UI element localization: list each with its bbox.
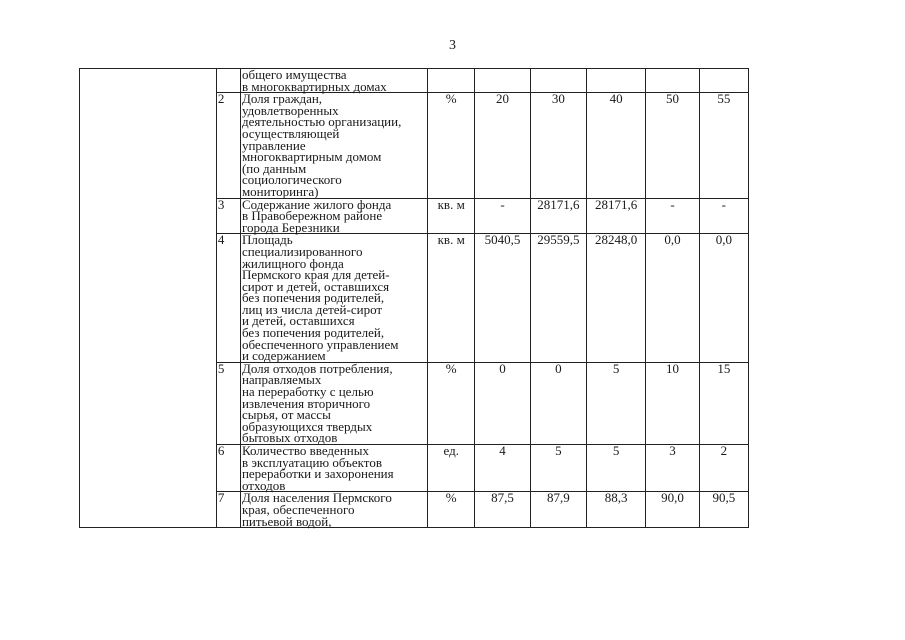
page-number: 3 bbox=[449, 38, 456, 53]
value-cell: 90,5 bbox=[699, 492, 748, 528]
value-cell: 5 bbox=[587, 362, 646, 444]
value-cell: 87,9 bbox=[530, 492, 586, 528]
value-cell: 87,5 bbox=[475, 492, 530, 528]
value-cell: 5 bbox=[587, 445, 646, 492]
indicator-name-line: Пермского края для детей- bbox=[241, 267, 390, 283]
value-cell: 90,0 bbox=[646, 492, 699, 528]
value-cell: 0 bbox=[530, 362, 586, 444]
indicator-name-line: социологического bbox=[241, 172, 342, 188]
indicator-name-line: без попечения родителей, bbox=[241, 290, 385, 306]
row-number-cell: 2 bbox=[216, 93, 240, 198]
table-row bbox=[80, 69, 749, 93]
indicator-name-line: Площадь bbox=[241, 232, 293, 248]
indicator-name-line: в многоквартирных домах bbox=[241, 78, 387, 94]
unit-cell: кв. м bbox=[428, 234, 475, 363]
value-cell: 28171,6 bbox=[587, 198, 646, 234]
value-cell: 0,0 bbox=[699, 234, 748, 363]
indicator-name-cell bbox=[240, 362, 427, 444]
indicator-name-line: многоквартирным домом bbox=[241, 149, 382, 165]
value-cell: - bbox=[646, 198, 699, 234]
value-cell: 28248,0 bbox=[587, 234, 646, 363]
row-number-cell: 5 bbox=[216, 362, 240, 444]
value-cell: 10 bbox=[646, 362, 699, 444]
row-number-cell: 6 bbox=[216, 445, 240, 492]
indicator-name-line: бытовых отходов bbox=[241, 430, 338, 446]
indicator-name-line: специализированного bbox=[241, 243, 363, 259]
value-cell: 0 bbox=[475, 362, 530, 444]
indicator-name-line: общего имущества bbox=[241, 67, 347, 82]
indicator-name-line: на переработку с целью bbox=[241, 384, 374, 400]
indicator-name-cell bbox=[240, 445, 427, 492]
indicator-name-line: в эксплуатацию объектов bbox=[241, 454, 382, 470]
row-number-cell: 7 bbox=[216, 492, 240, 528]
indicator-name-line: и детей, оставшихся bbox=[241, 313, 355, 329]
unit-cell: кв. м bbox=[428, 198, 475, 234]
indicator-name-line: сирот и детей, оставшихся bbox=[241, 278, 390, 294]
row-number-cell: 3 bbox=[216, 198, 240, 234]
row-number-cell bbox=[216, 69, 240, 93]
indicator-name-cell bbox=[240, 69, 427, 93]
indicator-name-line: сырья, от массы bbox=[241, 407, 331, 423]
value-cell: 20 bbox=[475, 93, 530, 198]
indicator-name-line: обеспеченного управлением bbox=[241, 336, 399, 352]
value-cell: 3 bbox=[646, 445, 699, 492]
unit-cell bbox=[428, 69, 475, 93]
indicator-name-line: удовлетворенных bbox=[241, 102, 339, 118]
indicator-name-line: извлечения вторичного bbox=[241, 395, 371, 411]
indicator-name-line: деятельностью организации, bbox=[241, 114, 402, 130]
indicator-name-line: Количество введенных bbox=[241, 443, 369, 458]
value-cell: 88,3 bbox=[587, 492, 646, 528]
indicator-name-line: Доля граждан, bbox=[241, 91, 323, 107]
value-cell: 40 bbox=[587, 93, 646, 198]
indicators-table-body bbox=[80, 69, 749, 528]
indicator-name-line: края, обеспеченного bbox=[241, 501, 355, 517]
unit-cell: ед. bbox=[428, 445, 475, 492]
value-cell bbox=[475, 69, 530, 93]
indicator-name-cell bbox=[240, 93, 427, 198]
value-cell bbox=[699, 69, 748, 93]
unit-cell: % bbox=[428, 362, 475, 444]
indicator-name-line: без попечения родителей, bbox=[241, 325, 385, 341]
indicator-name-line: в Правобережном районе bbox=[241, 208, 383, 224]
value-cell: 2 bbox=[699, 445, 748, 492]
indicator-name-line: направляемых bbox=[241, 372, 322, 388]
indicator-name-line: Содержание жилого фонда bbox=[241, 196, 392, 212]
blank-left-cell bbox=[80, 69, 217, 528]
indicator-name-line: образующихся твердых bbox=[241, 418, 373, 434]
value-cell bbox=[530, 69, 586, 93]
indicator-name-line: Доля населения Пермского bbox=[241, 490, 392, 506]
indicator-name-line: отходов bbox=[241, 477, 286, 493]
value-cell bbox=[646, 69, 699, 93]
indicator-name-line: осуществляющей bbox=[241, 125, 340, 141]
value-cell: 4 bbox=[475, 445, 530, 492]
row-number-cell: 4 bbox=[216, 234, 240, 363]
indicator-name-line: и содержанием bbox=[241, 348, 326, 364]
value-cell: 29559,5 bbox=[530, 234, 586, 363]
indicator-name-line: мониторинга) bbox=[241, 183, 319, 199]
indicator-name-line: управление bbox=[241, 137, 306, 153]
unit-cell: % bbox=[428, 93, 475, 198]
value-cell: 28171,6 bbox=[530, 198, 586, 234]
unit-cell: % bbox=[428, 492, 475, 528]
value-cell: 15 bbox=[699, 362, 748, 444]
value-cell: 50 bbox=[646, 93, 699, 198]
value-cell: 0,0 bbox=[646, 234, 699, 363]
indicator-name-line: города Березники bbox=[241, 219, 340, 235]
value-cell: 30 bbox=[530, 93, 586, 198]
value-cell: - bbox=[475, 198, 530, 234]
value-cell: 5 bbox=[530, 445, 586, 492]
indicator-name-line: переработки и захоронения bbox=[241, 466, 394, 482]
value-cell bbox=[587, 69, 646, 93]
indicator-name-line: питьевой водой, bbox=[241, 513, 332, 529]
value-cell: - bbox=[699, 198, 748, 234]
indicator-name-cell bbox=[240, 492, 427, 528]
value-cell: 5040,5 bbox=[475, 234, 530, 363]
indicator-name-line: Доля отходов потребления, bbox=[241, 360, 393, 376]
value-cell: 55 bbox=[699, 93, 748, 198]
indicator-name-line: (по данным bbox=[241, 160, 307, 176]
indicator-name-cell bbox=[240, 198, 427, 234]
indicator-name-line: лиц из числа детей-сирот bbox=[241, 301, 383, 317]
indicators-table bbox=[79, 68, 749, 528]
indicator-name-cell bbox=[240, 234, 427, 363]
indicator-name-line: жилищного фонда bbox=[241, 255, 344, 271]
